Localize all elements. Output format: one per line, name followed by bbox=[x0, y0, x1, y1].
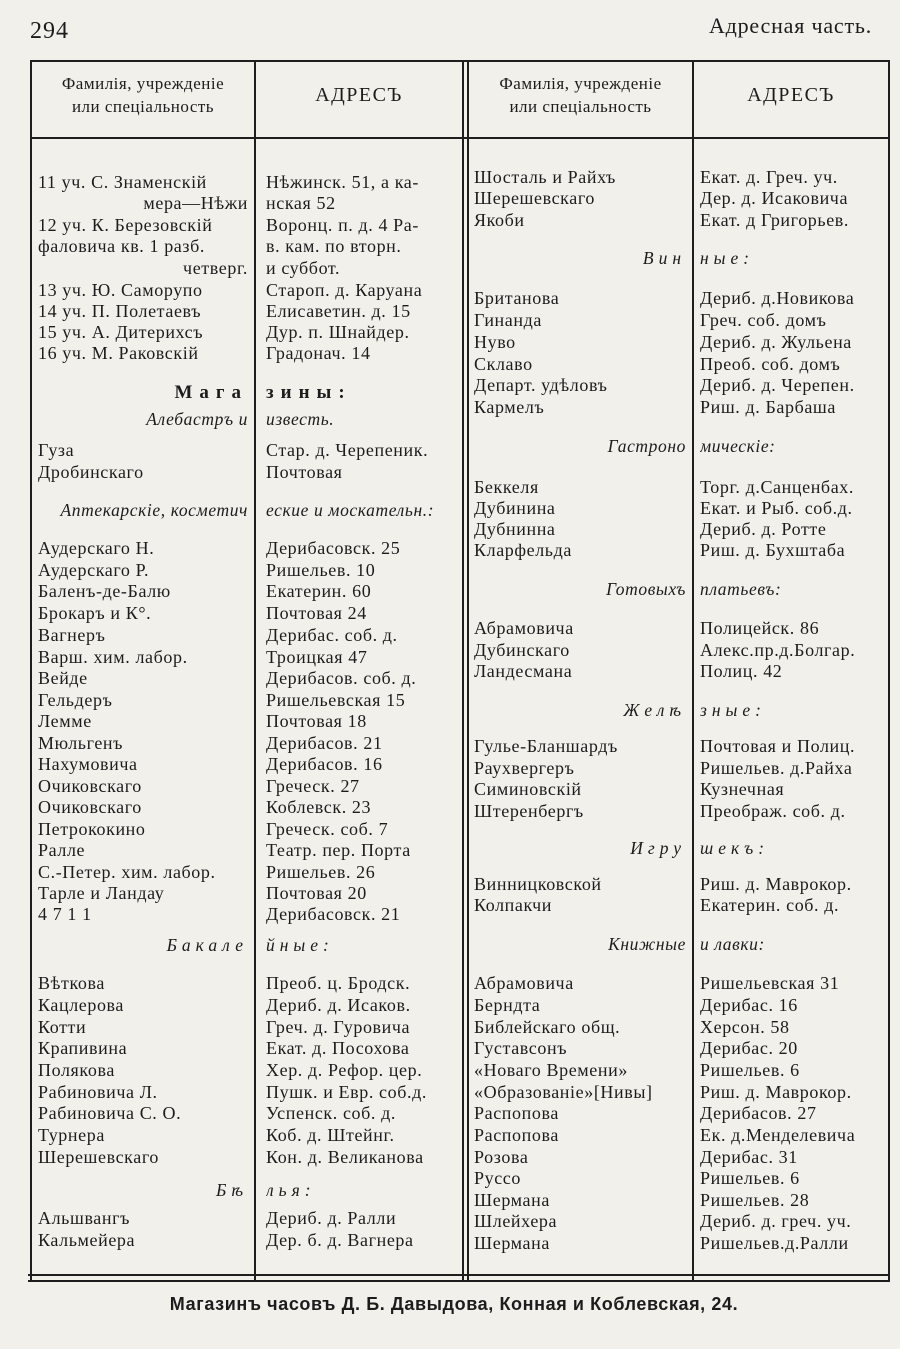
entry-address: Нѣжинск. 51, а ка- bbox=[266, 172, 419, 192]
entry-address: Дериб. д. Ротте bbox=[700, 519, 827, 539]
entry-address: Дерибасов. 21 bbox=[266, 733, 383, 753]
entry-address: Дер. д. Исаковича bbox=[700, 188, 849, 208]
entry-name: Кармелъ bbox=[474, 397, 545, 417]
entry-name: Вагнеръ bbox=[38, 625, 106, 645]
entry-name: Аудерскаго Н. bbox=[38, 538, 155, 558]
entry-address: Ришельевская 31 bbox=[700, 973, 840, 993]
section-heading bbox=[0, 699, 900, 721]
section-heading bbox=[0, 435, 900, 457]
entry-address: Дериб. д. греч. уч. bbox=[700, 1211, 852, 1231]
directory-entry bbox=[0, 287, 900, 309]
directory-entry bbox=[0, 894, 900, 916]
heading-end: зные: bbox=[700, 700, 766, 720]
directory-entry bbox=[0, 209, 900, 231]
entry-address: Екат. и Рыб. соб.д. bbox=[700, 498, 853, 518]
entry-name: 11 уч. С. Знаменскій bbox=[38, 172, 207, 192]
entry-name: Котти bbox=[38, 1017, 87, 1037]
heading-end: йные: bbox=[266, 935, 334, 955]
entry-address: Дериб. д. Исаков. bbox=[266, 995, 411, 1015]
heading-end: лья: bbox=[266, 1180, 316, 1200]
heading-start: Вин bbox=[642, 248, 686, 268]
entry-name: Гуза bbox=[38, 440, 75, 460]
directory-entry bbox=[0, 1102, 900, 1124]
name-header-line: Фамилія, учрежденіе bbox=[499, 74, 662, 93]
entry-address: Торг. д.Санценбах. bbox=[700, 477, 854, 497]
section-heading bbox=[0, 247, 900, 269]
entry-name: С.-Петер. хим. лабор. bbox=[38, 862, 216, 882]
entry-address: Полиц. 42 bbox=[700, 661, 783, 681]
entry-name: Беккеля bbox=[474, 477, 539, 497]
entry-name: Розова bbox=[474, 1147, 529, 1167]
name-header-line: Фамилія, учрежденіе bbox=[61, 74, 225, 93]
directory-entry bbox=[0, 374, 900, 396]
entry-name: Дубинскаго bbox=[474, 640, 570, 660]
directory-entry bbox=[0, 353, 900, 375]
entry-name: Гинанда bbox=[474, 310, 542, 330]
entry-name: Распопова bbox=[474, 1103, 559, 1123]
heading-start: Бакале bbox=[166, 935, 248, 955]
entry-name: Шлейхера bbox=[474, 1211, 558, 1231]
entry-address: Екат. д. Греч. уч. bbox=[700, 167, 838, 187]
directory-entry bbox=[0, 1059, 900, 1081]
entry-address: Дерибасов. 27 bbox=[700, 1103, 817, 1123]
entry-address: Екат. д. Посохова bbox=[266, 1038, 410, 1058]
entry-address: Почтовая 20 bbox=[266, 883, 367, 903]
entry-name: Дубинина bbox=[474, 498, 556, 518]
entry-address: Елисаветин. д. 15 bbox=[266, 301, 411, 321]
entry-name: 13 уч. Ю. Саморупо bbox=[38, 280, 203, 300]
entry-name: Руссо bbox=[474, 1168, 521, 1188]
entry-address: Преоб. ц. Бродск. bbox=[266, 973, 411, 993]
entry-address: Риш. д. Маврокор. bbox=[700, 874, 852, 894]
entry-address: Дериб. д. Ралли bbox=[266, 1208, 397, 1228]
directory-entry bbox=[0, 309, 900, 331]
entry-name: Штеренбергъ bbox=[474, 801, 584, 821]
entry-name: Шерешевскаго bbox=[38, 1147, 159, 1167]
entry-address: Греч. соб. домъ bbox=[700, 310, 827, 330]
entry-address: Театр. пер. Порта bbox=[266, 840, 411, 860]
entry-address: Градонач. 14 bbox=[266, 343, 371, 363]
entry-name: 4 7 1 1 bbox=[38, 904, 92, 924]
heading-start: Бѣ bbox=[216, 1180, 248, 1200]
entry-name: Вѣткова bbox=[38, 973, 105, 993]
entry-name: 16 уч. М. Раковскій bbox=[38, 343, 199, 363]
entry-address: Риш. д. Барбаша bbox=[700, 397, 836, 417]
directory-entry bbox=[0, 757, 900, 779]
right-address-header: АДРЕСЪ bbox=[747, 84, 835, 106]
heading-start: Готовыхъ bbox=[606, 579, 686, 599]
entry-name: Шосталь и Райхъ bbox=[474, 167, 616, 187]
directory-entry bbox=[0, 1210, 900, 1232]
entry-name: Библейскаго общ. bbox=[474, 1017, 621, 1037]
directory-entry bbox=[0, 1016, 900, 1038]
entry-address: Пушк. и Евр. соб.д. bbox=[266, 1082, 427, 1102]
directory-entry bbox=[0, 166, 900, 188]
entry-name: Колпакчи bbox=[474, 895, 553, 915]
entry-address: Дер. б. д. Вагнера bbox=[266, 1230, 414, 1250]
entry-address: Кон. д. Великанова bbox=[266, 1147, 424, 1167]
entry-address: Староп. д. Каруана bbox=[266, 280, 423, 300]
entry-name: Шермана bbox=[474, 1233, 550, 1253]
entry-address: Коблевск. 23 bbox=[266, 797, 372, 817]
entry-address: Риш. д. Маврокор. bbox=[700, 1082, 852, 1102]
entry-name: Шермана bbox=[474, 1190, 550, 1210]
directory-entry bbox=[0, 1124, 900, 1146]
entry-address: Полицейск. 86 bbox=[700, 618, 820, 638]
directory-entry bbox=[0, 518, 900, 540]
entry-address: Екатерин. 60 bbox=[266, 581, 372, 601]
entry-address: Дерибас. соб. д. bbox=[266, 625, 398, 645]
entry-name: Шерешевскаго bbox=[474, 188, 595, 208]
entry-name: Винницковской bbox=[474, 874, 602, 894]
entry-address: Екатерин. соб. д. bbox=[700, 895, 840, 915]
entry-name: четверг. bbox=[183, 258, 248, 278]
entry-address: Троицкая 47 bbox=[266, 647, 368, 667]
heading-end: шекъ: bbox=[700, 838, 770, 858]
entry-address: Греческ. 27 bbox=[266, 776, 360, 796]
entry-name: Ландесмана bbox=[474, 661, 573, 681]
entry-name: Очиковскаго bbox=[38, 776, 142, 796]
entry-name: Вейде bbox=[38, 668, 88, 688]
heading-start: Аптекарскіе, косметич bbox=[60, 500, 248, 520]
entry-address: Ришельев. д.Райха bbox=[700, 758, 853, 778]
directory-entry bbox=[0, 539, 900, 561]
entry-address: Херсон. 58 bbox=[700, 1017, 790, 1037]
entry-address: Дерибасовск. 25 bbox=[266, 538, 401, 558]
entry-name: Склаво bbox=[474, 354, 533, 374]
entry-name: Абрамовича bbox=[474, 973, 574, 993]
directory-entry bbox=[0, 994, 900, 1016]
section-heading bbox=[0, 578, 900, 600]
entry-name: Гулье-Бланшардъ bbox=[474, 736, 618, 756]
entry-name: Раухвергеръ bbox=[474, 758, 575, 778]
entry-address: Дур. п. Шнайдер. bbox=[266, 322, 410, 342]
entry-address: Дерибас. 20 bbox=[700, 1038, 798, 1058]
entry-address: и суббот. bbox=[266, 258, 341, 278]
entry-name: Альшвангъ bbox=[38, 1208, 131, 1228]
entry-address: Дерибасовск. 21 bbox=[266, 904, 401, 924]
entry-address: Почтовая и Полиц. bbox=[700, 736, 856, 756]
section-heading bbox=[0, 837, 900, 859]
directory-entry bbox=[0, 1081, 900, 1103]
entry-name: Брокаръ и К°. bbox=[38, 603, 152, 623]
directory-entry bbox=[0, 873, 900, 895]
entry-name: Дубнинна bbox=[474, 519, 556, 539]
running-head: Адресная часть. bbox=[708, 13, 872, 38]
entry-name: «Образованіе»[Нивы] bbox=[474, 1082, 653, 1102]
entry-address: Преображ. соб. д. bbox=[700, 801, 846, 821]
section-heading bbox=[0, 933, 900, 955]
heading-end: и лавки: bbox=[700, 934, 765, 954]
entry-name: Берндта bbox=[474, 995, 541, 1015]
entry-name: Нахумовича bbox=[38, 754, 138, 774]
entry-name: Рабиновича С. О. bbox=[38, 1103, 182, 1123]
entry-address: Почтовая 18 bbox=[266, 711, 367, 731]
heading-end: платьевъ: bbox=[700, 579, 782, 599]
directory-entry bbox=[0, 1146, 900, 1168]
entry-name: Аудерскаго Р. bbox=[38, 560, 150, 580]
heading-start: Алебастръ и bbox=[146, 409, 248, 429]
entry-name: Абрамовича bbox=[474, 618, 574, 638]
heading-end: зины: bbox=[266, 382, 352, 403]
directory-entry bbox=[0, 396, 900, 418]
directory-entry bbox=[0, 187, 900, 209]
entry-name: 14 уч. П. Полетаевъ bbox=[38, 301, 202, 321]
directory-entry bbox=[0, 660, 900, 682]
entry-name: фаловича кв. 1 разб. bbox=[38, 236, 205, 256]
entry-name: Якоби bbox=[474, 210, 525, 230]
entry-address: Риш. д. Бухштаба bbox=[700, 540, 846, 560]
entry-address: Ришельев. 10 bbox=[266, 560, 376, 580]
directory-entry bbox=[0, 331, 900, 353]
entry-address: Ришельевская 15 bbox=[266, 690, 406, 710]
directory-entry bbox=[0, 1037, 900, 1059]
entry-address: Греческ. соб. 7 bbox=[266, 819, 389, 839]
entry-address: Дериб. д.Новикова bbox=[700, 288, 855, 308]
page-number: 294 bbox=[30, 18, 69, 44]
directory-entry bbox=[0, 972, 900, 994]
entry-name: Крапивина bbox=[38, 1038, 128, 1058]
heading-end: ные: bbox=[700, 248, 755, 268]
entry-name: Дробинскаго bbox=[38, 462, 144, 482]
entry-address: в. кам. по вторн. bbox=[266, 236, 402, 256]
entry-name: Британова bbox=[474, 288, 560, 308]
heading-start: Желѣ bbox=[623, 700, 686, 720]
heading-start: Гастроно bbox=[607, 436, 686, 456]
entry-name: Полякова bbox=[38, 1060, 115, 1080]
name-header-line: или спеціальность bbox=[71, 97, 215, 116]
entry-name: Очиковскаго bbox=[38, 797, 142, 817]
entry-address: Преоб. соб. домъ bbox=[700, 354, 841, 374]
entry-name: Нуво bbox=[474, 332, 516, 352]
entry-address: Дерибас. 16 bbox=[700, 995, 798, 1015]
entry-name: мера—Нѣжи bbox=[143, 193, 248, 213]
entry-address: Ришельев. 6 bbox=[700, 1168, 800, 1188]
entry-name: Баленъ-де-Балю bbox=[38, 581, 171, 601]
entry-address: Хер. д. Рефор. цер. bbox=[266, 1060, 423, 1080]
entry-name: Мюльгенъ bbox=[38, 733, 124, 753]
heading-start: Книжные bbox=[608, 934, 686, 954]
entry-name: «Новаго Времени» bbox=[474, 1060, 628, 1080]
heading-end: известь. bbox=[266, 409, 335, 429]
entry-address: Дерибасов. соб. д. bbox=[266, 668, 417, 688]
entry-name: Кларфельда bbox=[474, 540, 572, 560]
entry-name: Гельдеръ bbox=[38, 690, 113, 710]
entry-name: Лемме bbox=[38, 711, 92, 731]
directory-entry bbox=[0, 735, 900, 757]
heading-end: мическіе: bbox=[700, 436, 776, 456]
directory-entry bbox=[0, 476, 900, 498]
directory-entry bbox=[0, 1232, 900, 1254]
entry-name: Ралле bbox=[38, 840, 86, 860]
entry-address: Стар. д. Черепеник. bbox=[266, 440, 429, 460]
entry-name: Турнера bbox=[38, 1125, 105, 1145]
heading-end: еские и москательн.: bbox=[266, 500, 435, 520]
entry-name: Рабиновича Л. bbox=[38, 1082, 158, 1102]
entry-name: Департ. удѣловъ bbox=[474, 375, 608, 395]
entry-name: 12 уч. К. Березовскій bbox=[38, 215, 213, 235]
entry-address: Ришельев.д.Ралли bbox=[700, 1233, 849, 1253]
entry-address: Екат. д Григорьев. bbox=[700, 210, 849, 230]
entry-address: Воронц. п. д. 4 Ра- bbox=[266, 215, 419, 235]
entry-address: Ришельев. 26 bbox=[266, 862, 376, 882]
entry-address: Кузнечная bbox=[700, 779, 785, 799]
entry-name: Петрококино bbox=[38, 819, 146, 839]
entry-address: Почтовая bbox=[266, 462, 343, 482]
directory-entry bbox=[0, 800, 900, 822]
directory-entry bbox=[0, 497, 900, 519]
entry-name: Кальмейера bbox=[38, 1230, 136, 1250]
entry-address: Дерибасов. 16 bbox=[266, 754, 383, 774]
entry-address: нская 52 bbox=[266, 193, 336, 213]
heading-start: Игру bbox=[630, 838, 686, 858]
left-address-header: АДРЕСЪ bbox=[315, 84, 403, 106]
entry-address: Успенск. соб. д. bbox=[266, 1103, 396, 1123]
entry-name: 15 уч. А. Дитерихсъ bbox=[38, 322, 204, 342]
entry-name: Симиновскій bbox=[474, 779, 582, 799]
entry-name: Тарле и Ландау bbox=[38, 883, 165, 903]
directory-entry bbox=[0, 1189, 900, 1211]
entry-name: Распопова bbox=[474, 1125, 559, 1145]
directory-entry bbox=[0, 617, 900, 639]
name-header-line: или спеціальность bbox=[509, 97, 652, 116]
directory-entry bbox=[0, 778, 900, 800]
entry-address: Дериб. д. Черепен. bbox=[700, 375, 855, 395]
entry-address: Ек. д.Менделевича bbox=[700, 1125, 856, 1145]
entry-address: Коб. д. Штейнг. bbox=[266, 1125, 395, 1145]
entry-address: Греч. д. Гуровича bbox=[266, 1017, 411, 1037]
entry-address: Дерибас. 31 bbox=[700, 1147, 798, 1167]
entry-address: Алекс.пр.д.Болгар. bbox=[700, 640, 856, 660]
heading-start: Мага bbox=[174, 382, 248, 403]
entry-name: Варш. хим. лабор. bbox=[38, 647, 188, 667]
entry-address: Ришельев. 28 bbox=[700, 1190, 810, 1210]
directory-entry bbox=[0, 639, 900, 661]
entry-name: Кацлерова bbox=[38, 995, 125, 1015]
entry-address: Дериб. д. Жульена bbox=[700, 332, 852, 352]
entry-name: Густавсонъ bbox=[474, 1038, 568, 1058]
directory-entry bbox=[0, 1167, 900, 1189]
entry-address: Почтовая 24 bbox=[266, 603, 367, 623]
advertisement-footer: Магазинъ часовъ Д. Б. Давыдова, Конная и Коблевская, 24. bbox=[169, 1294, 739, 1314]
entry-address: Ришельев. 6 bbox=[700, 1060, 800, 1080]
